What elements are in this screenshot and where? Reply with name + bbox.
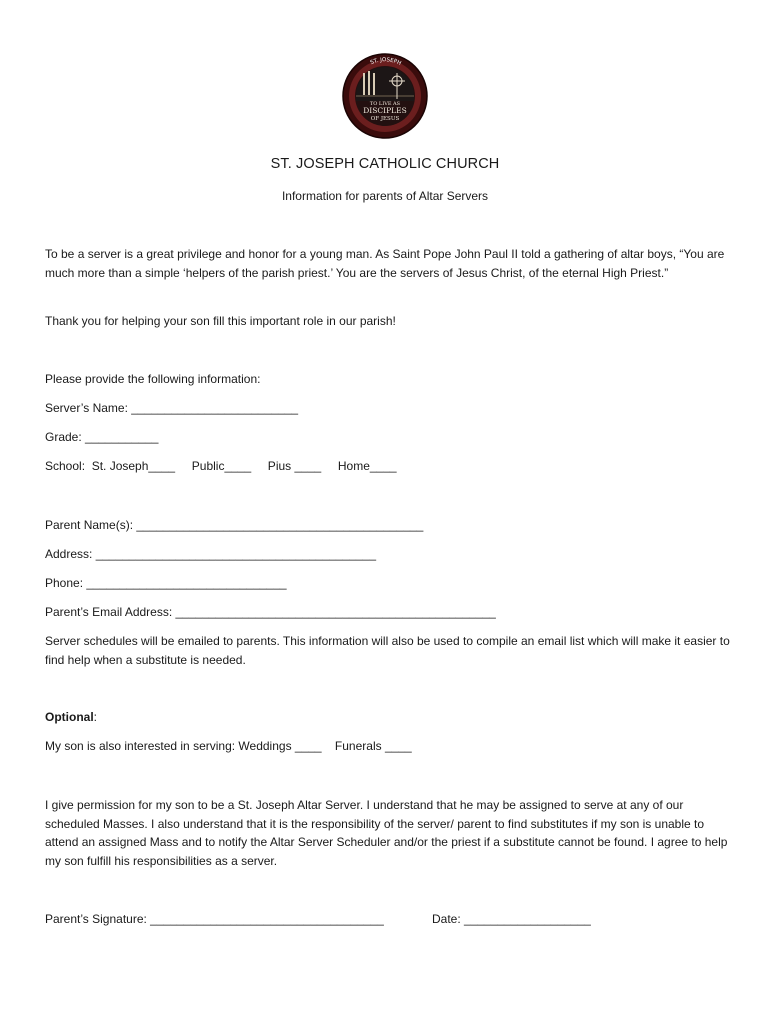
intro-paragraph: To be a server is a great privilege and honor for a young man. As Saint Pope John Paul II told a gathering of altar boys, “You are much more than a simple ‘helpers of the parish priest.’ You are the servers of Jesus Christ, of the eternal High Priest.” [45, 247, 725, 280]
schedule-note: Server schedules will be emailed to parents. This information will also be used to compile an email list which will make it easier to find help when a substitute is needed. [45, 634, 730, 667]
phone-field[interactable]: Phone: ______________________________ [45, 576, 287, 590]
info-prompt: Please provide the following information: [45, 372, 261, 386]
email-field[interactable]: Parent’s Email Address: ________________________________________________ [45, 605, 496, 619]
interest-field[interactable]: My son is also interested in serving: Weddings ____ Funerals ____ [45, 739, 412, 753]
thanks-text: Thank you for helping your son fill this important role in our parish! [45, 314, 396, 328]
optional-colon: : [93, 710, 98, 724]
seal-line-2: DISCIPLES [363, 106, 407, 115]
optional-heading [45, 709, 97, 725]
seal-top-text: ST. JOSEPH [369, 57, 402, 67]
parish-logo [342, 53, 428, 139]
permission-paragraph: I give permission for my son to be a St. Joseph Altar Server. I understand that he may be assigned to serve at any of our scheduled Masses. I also understand that it is the responsibility of the server/ parent to find substitutes if my son is unable to attend an assigned Mass and to notify the Altar Server Scheduler and/or the priest if a substitute cannot be found. I agree to help my son fulfill his responsibilities as a server. [45, 798, 728, 868]
school-field[interactable]: School: St. Joseph____ Public____ Pius ____ Home____ [45, 459, 397, 473]
parish-seal-icon [342, 53, 428, 139]
page-subtitle: Information for parents of Altar Servers [281, 189, 489, 203]
address-field[interactable]: Address: __________________________________________ [45, 547, 376, 561]
server-name-field[interactable]: Server’s Name: _________________________ [45, 401, 299, 415]
date-field[interactable]: Date: ___________________ [432, 912, 591, 926]
signature-field[interactable]: Parent’s Signature: ___________________________________ [45, 912, 384, 926]
grade-field[interactable]: Grade: ___________ [45, 430, 159, 444]
seal-line-1: TO LIVE AS [369, 101, 401, 107]
optional-label: Optional [45, 710, 94, 724]
seal-line-3: OF JESUS [370, 116, 400, 122]
parent-names-field[interactable]: Parent Name(s): ___________________________________________ [45, 518, 424, 532]
page-title: ST. JOSEPH CATHOLIC CHURCH [270, 156, 500, 172]
